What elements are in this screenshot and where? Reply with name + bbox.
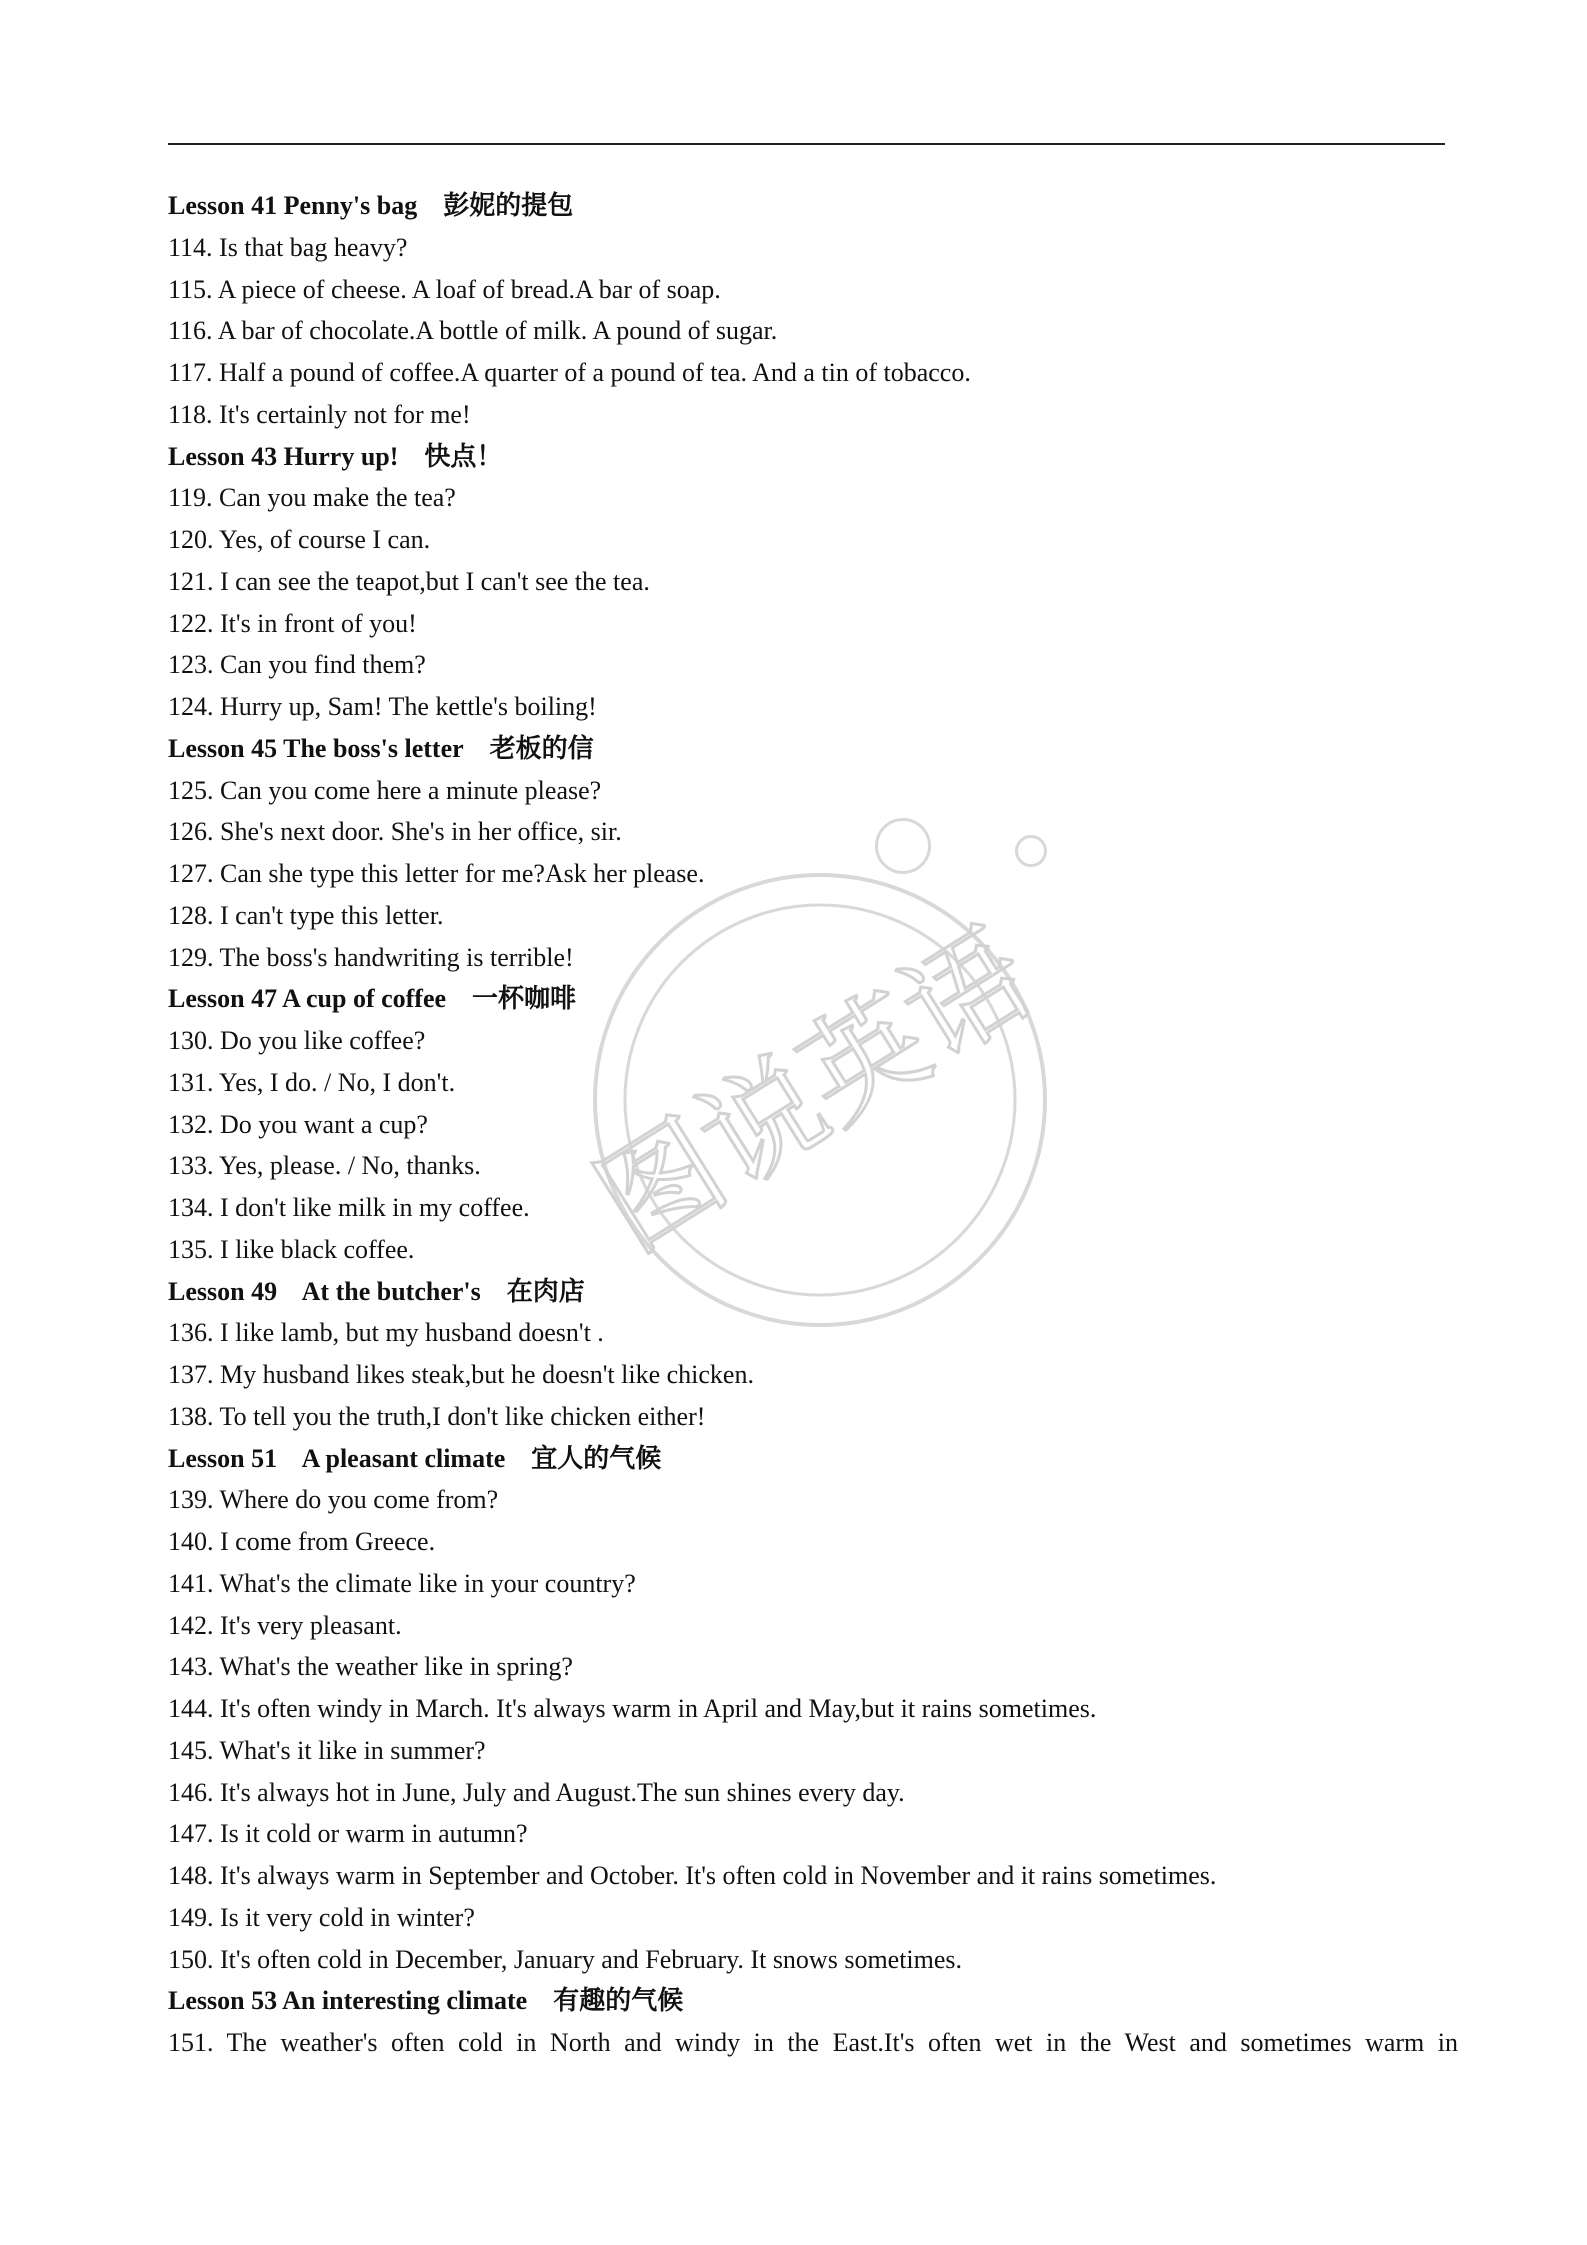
sentence-line bbox=[168, 1229, 1458, 1271]
sentence-text: 151. The weather's often cold in North and windy in the East.It's often wet in the West and sometimes warm in bbox=[168, 2028, 1458, 2057]
sentence-text: 131. Yes, I do. / No, I don't. bbox=[168, 1067, 456, 1097]
sentence-line bbox=[168, 686, 1458, 728]
sentence-line bbox=[168, 1855, 1458, 1897]
sentence-text: 144. It's often windy in March. It's always warm in April and May,but it rains sometimes. bbox=[168, 1694, 1097, 1723]
sentence-text: 115. A piece of cheese. A loaf of bread.A bar of soap. bbox=[168, 274, 721, 304]
sentence-line bbox=[168, 1688, 1458, 1730]
sentence-line bbox=[168, 1897, 1458, 1939]
sentence-text: 125. Can you come here a minute please? bbox=[168, 775, 602, 805]
sentence-text: 123. Can you find them? bbox=[168, 650, 426, 680]
lesson-heading bbox=[168, 1438, 1458, 1480]
lesson-title-chinese: 一杯咖啡 bbox=[472, 984, 577, 1015]
lesson-title: Lesson 53 An interesting climate bbox=[168, 1986, 528, 2016]
sentence-line bbox=[168, 770, 1458, 812]
sentence-text: 126. She's next door. She's in her office, sir. bbox=[168, 817, 622, 847]
sentence-text: 134. I don't like milk in my coffee. bbox=[168, 1193, 530, 1222]
sentence-line bbox=[168, 1062, 1458, 1104]
sentence-text: 120. Yes, of course I can. bbox=[168, 525, 431, 554]
sentence-line bbox=[168, 352, 1458, 394]
sentence-line bbox=[168, 1020, 1458, 1062]
sentence-line bbox=[168, 227, 1458, 269]
sentence-text: 129. The boss's handwriting is terrible! bbox=[168, 942, 574, 972]
sentence-line bbox=[168, 1187, 1458, 1229]
sentence-line bbox=[168, 1563, 1458, 1605]
sentence-line bbox=[168, 2022, 1458, 2064]
sentence-text: 145. What's it like in summer? bbox=[168, 1735, 486, 1765]
sentence-text: 150. It's often cold in December, January and February. It snows sometimes. bbox=[168, 1944, 963, 1974]
sentence-text: 142. It's very pleasant. bbox=[168, 1610, 402, 1640]
sentence-line bbox=[168, 477, 1458, 519]
lesson-heading bbox=[168, 978, 1458, 1020]
sentence-line bbox=[168, 644, 1458, 686]
lesson-title: Lesson 45 The boss's letter bbox=[168, 733, 464, 763]
sentence-text: 137. My husband likes steak,but he doesn't like chicken. bbox=[168, 1360, 754, 1389]
lesson-title-chinese: 宜人的气候 bbox=[531, 1443, 662, 1474]
header-rule bbox=[168, 143, 1445, 145]
sentence-text: 128. I can't type this letter. bbox=[168, 900, 444, 930]
lesson-heading bbox=[168, 728, 1458, 770]
sentence-text: 116. A bar of chocolate.A bottle of milk. A pound of sugar. bbox=[168, 316, 778, 346]
sentence-line bbox=[168, 1312, 1458, 1354]
sentence-line bbox=[168, 394, 1458, 436]
sentence-line bbox=[168, 853, 1458, 895]
sentence-text: 114. Is that bag heavy? bbox=[168, 232, 408, 262]
sentence-line bbox=[168, 310, 1458, 352]
sentence-line bbox=[168, 1104, 1458, 1146]
sentence-line bbox=[168, 1730, 1458, 1772]
lesson-title-chinese: 在肉店 bbox=[506, 1276, 585, 1307]
sentence-line bbox=[168, 519, 1458, 561]
sentence-text: 138. To tell you the truth,I don't like chicken either! bbox=[168, 1401, 706, 1431]
sentence-line bbox=[168, 937, 1458, 979]
lesson-heading bbox=[168, 1980, 1458, 2022]
sentence-line bbox=[168, 603, 1458, 645]
sentence-text: 121. I can see the teapot,but I can't see the tea. bbox=[168, 566, 650, 596]
sentence-text: 122. It's in front of you! bbox=[168, 608, 417, 638]
sentence-line bbox=[168, 561, 1458, 603]
sentence-line bbox=[168, 269, 1458, 311]
sentence-text: 136. I like lamb, but my husband doesn't . bbox=[168, 1318, 604, 1348]
sentence-line bbox=[168, 1396, 1458, 1438]
lesson-title-chinese: 老板的信 bbox=[489, 733, 594, 764]
watermark-text: 图说英语 bbox=[574, 904, 1055, 1278]
sentence-text: 132. Do you want a cup? bbox=[168, 1109, 428, 1139]
sentence-text: 127. Can she type this letter for me?Ask her please. bbox=[168, 859, 705, 888]
sentence-text: 140. I come from Greece. bbox=[168, 1527, 436, 1556]
lesson-heading bbox=[168, 436, 1458, 478]
sentence-text: 143. What's the weather like in spring? bbox=[168, 1652, 573, 1682]
lesson-title-chinese: 有趣的气候 bbox=[553, 1986, 684, 2017]
sentence-line bbox=[168, 1605, 1458, 1647]
sentence-text: 130. Do you like coffee? bbox=[168, 1026, 426, 1055]
lesson-title: Lesson 43 Hurry up! bbox=[168, 441, 399, 471]
lesson-text-body bbox=[168, 185, 1458, 2064]
sentence-text: 118. It's certainly not for me! bbox=[168, 399, 471, 429]
sentence-line bbox=[168, 1521, 1458, 1563]
sentence-line bbox=[168, 895, 1458, 937]
sentence-text: 146. It's always hot in June, July and August.The sun shines every day. bbox=[168, 1777, 905, 1807]
sentence-line bbox=[168, 1354, 1458, 1396]
sentence-text: 148. It's always warm in September and October. It's often cold in November and it rains sometimes. bbox=[168, 1861, 1217, 1890]
sentence-text: 141. What's the climate like in your country? bbox=[168, 1568, 636, 1598]
lesson-title: Lesson 49 At the butcher's bbox=[168, 1276, 481, 1306]
lesson-heading bbox=[168, 1271, 1458, 1313]
sentence-text: 117. Half a pound of coffee.A quarter of a pound of tea. And a tin of tobacco. bbox=[168, 358, 971, 387]
sentence-line bbox=[168, 1939, 1458, 1981]
sentence-line bbox=[168, 1479, 1458, 1521]
sentence-line bbox=[168, 1646, 1458, 1688]
sentence-text: 149. Is it very cold in winter? bbox=[168, 1902, 475, 1932]
sentence-line bbox=[168, 1145, 1458, 1187]
lesson-title-chinese: 快点！ bbox=[424, 441, 503, 472]
sentence-text: 139. Where do you come from? bbox=[168, 1485, 499, 1515]
sentence-text: 133. Yes, please. / No, thanks. bbox=[168, 1151, 481, 1181]
sentence-line bbox=[168, 1813, 1458, 1855]
lesson-title: Lesson 47 A cup of coffee bbox=[168, 984, 447, 1014]
sentence-text: 135. I like black coffee. bbox=[168, 1234, 415, 1264]
sentence-text: 124. Hurry up, Sam! The kettle's boiling! bbox=[168, 692, 597, 721]
sentence-text: 119. Can you make the tea? bbox=[168, 483, 456, 513]
lesson-title: Lesson 41 Penny's bag bbox=[168, 191, 418, 220]
lesson-heading bbox=[168, 185, 1458, 227]
lesson-title-chinese: 彭妮的提包 bbox=[443, 191, 574, 221]
sentence-line bbox=[168, 811, 1458, 853]
sentence-text: 147. Is it cold or warm in autumn? bbox=[168, 1819, 528, 1849]
sentence-line bbox=[168, 1772, 1458, 1814]
lesson-title: Lesson 51 A pleasant climate bbox=[168, 1443, 506, 1473]
